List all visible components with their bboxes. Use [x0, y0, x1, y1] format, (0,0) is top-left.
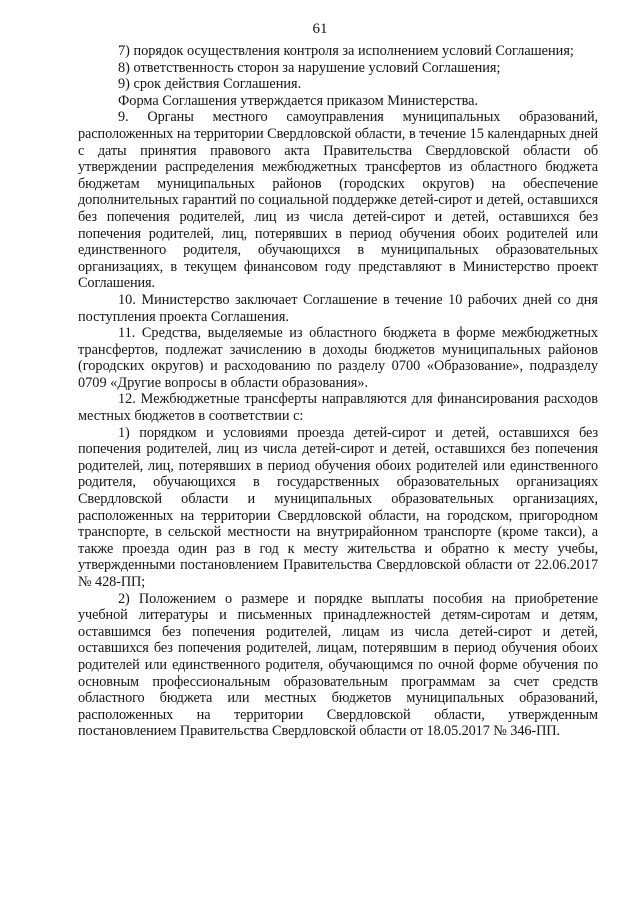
clause-12-item-2: 2) Положением о размере и порядке выплаты пособия на приобретение учебной литературы и письменных принадлежностей детям-сиротам и детям, оставшимся без попечения родителей, лицам из числа детей-сирот и детей, оставшихся без попечения родителей, лицам, потерявшим в период обучения обоих родителей или единственного родителя, обучающимся по очной форме обучения по основным профессиональным образовательным программам за счет средств областного бюджета или местных бюджетов муниципальных образований, расположенных на территории Свердловской области, утвержденным постановлением Правительства Свердловской области от 18.05.2017 № 346-ПП.: [78, 590, 598, 740]
agreement-form-note: Форма Соглашения утверждается приказом Министерства.: [118, 92, 479, 109]
document-body: [78, 43, 598, 740]
clause-9: 9. Органы местного самоуправления муниципальных образований, расположенных на территории Свердловской области, в течение 15 календарных дней с даты принятия правового акта Правительства Свердловской области об утверждении распределения межбюджетных трансфертов из областного бюджета бюджетам муниципальных районов (городских округов) на обеспечение дополнительных гарантий по социальной поддержке детей-сирот и детей, оставшихся без попечения родителей, лиц из числа детей-сирот и детей, оставшихся без попечения родителей, лиц, потерявших в период обучения обоих родителей или единственного родителя, обучающихся в муниципальных образовательных организациях, в текущем финансовом году представляют в Министерство проект Соглашения.: [78, 109, 598, 292]
list-item-9: 9) срок действия Соглашения.: [118, 76, 302, 93]
clause-12: 12. Межбюджетные трансферты направляются для финансирования расходов местных бюджетов в соответствии с:: [78, 391, 598, 425]
list-item-7: 7) порядок осуществления контроля за исполнением условий Соглашения;: [118, 43, 574, 59]
clause-11: 11. Средства, выделяемые из областного бюджета в форме межбюджетных трансфертов, подлежат зачислению в доходы бюджетов муниципальных районов (городских округов) и расходованию по разделу 0700 «Образование», подразделу 0709 «Другие вопросы в области образования».: [78, 325, 598, 391]
clause-12-item-1: 1) порядком и условиями проезда детей-сирот и детей, оставшихся без попечения родителей, лиц из числа детей-сирот и детей, оставшихся без попечения родителей, лиц, потерявших в период обучения обоих родителей или единственного родителя, обучающихся в государственных образовательных организациях Свердловской области и муниципальных образовательных организациях, расположенных на территории Свердловской области, на городском, пригородном транспорте, в сельской местности на внутрирайонном транспорте (кроме такси), а также проезда один раз в год к месту жительства и обратно к месту учебы, утвержденными постановлением Правительства Свердловской области от 22.06.2017 № 428-ПП;: [78, 424, 598, 590]
list-item-8: 8) ответственность сторон за нарушение условий Соглашения;: [118, 59, 501, 76]
clause-10: 10. Министерство заключает Соглашение в течение 10 рабочих дней со дня поступления проекта Соглашения.: [78, 291, 598, 325]
page-number: 61: [312, 21, 328, 37]
